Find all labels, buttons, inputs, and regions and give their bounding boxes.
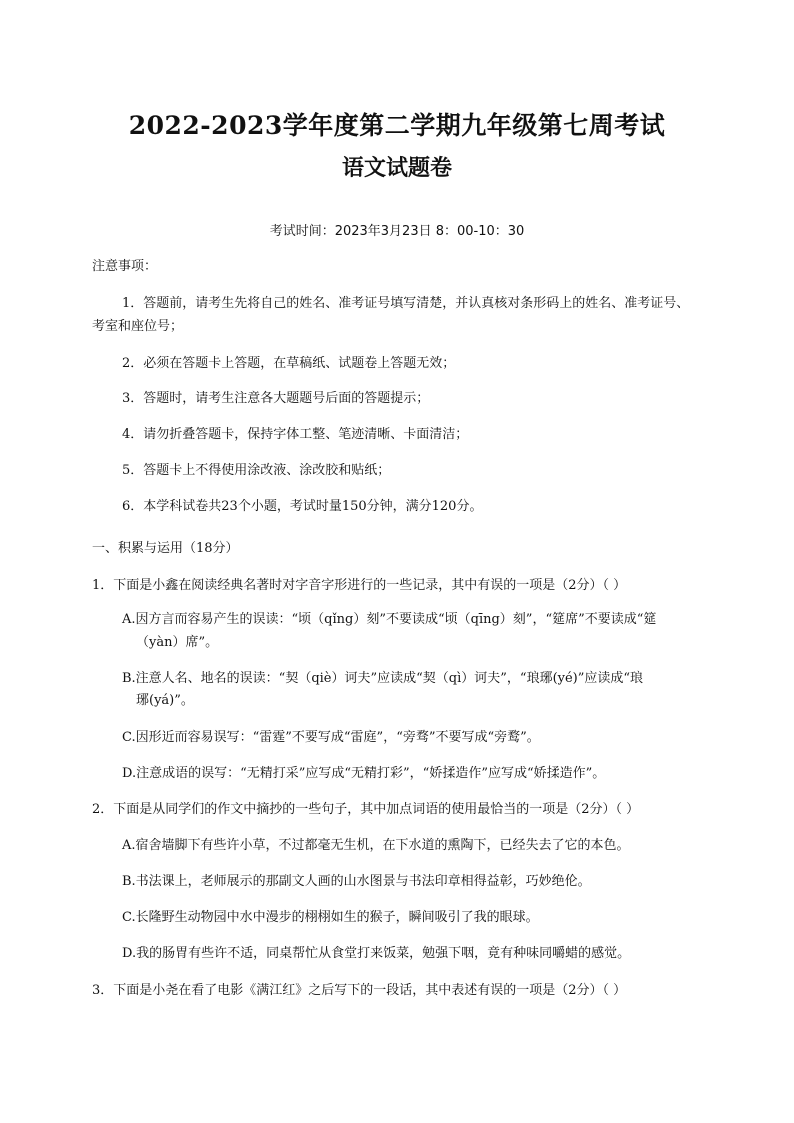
question-1-option-d: D.注意成语的误写：“无精打采”应写成“无精打彩”，“娇揉造作”应写成“娇揉造作”。 [122, 766, 606, 781]
exam-title: 2022-2023学年度第二学期九年级第七周考试 [128, 111, 666, 140]
question-2-option-d: D.我的肠胃有些许不适，同桌帮忙从食堂打来饭菜，勉强下咽，竟有种味同嚼蜡的感觉。 [122, 946, 631, 961]
notice-item-4: 4．请勿折叠答题卡，保持字体工整、笔迹清晰、卡面清洁； [122, 427, 469, 442]
question-1-option-c: C.因形近而容易误写：“雷霆”不要写成“雷庭”，“旁骛”不要写成“旁鹜”。 [122, 730, 540, 745]
question-1-option-a: A.因方言而容易产生的误读：“顷（qǐng）刻”不要读成“顷（qīng）刻”，“筵席”不要读成“筵 [122, 612, 657, 627]
exam-time: 考试时间：2023年3月23日 8：00-10：30 [269, 224, 525, 239]
notice-item-3: 3．答题时，请考生注意各大题题号后面的答题提示； [122, 391, 430, 406]
question-1-option-b: B.注意人名、地名的误读：“契（qiè）诃夫”应读成“契（qì）诃夫”，“琅琊(yé)”应读成“琅 [122, 671, 644, 686]
exam-subtitle: 语文试题卷 [341, 155, 452, 181]
notice-item-1-continued: 考室和座位号； [92, 319, 184, 334]
question-1-option-a-continued: （yàn）席”。 [136, 635, 219, 650]
question-2-option-b: B.书法课上，老师展示的那副文人画的山水图景与书法印章相得益彰，巧妙绝伦。 [122, 874, 591, 889]
notice-item-6: 6．本学科试卷共23个小题，考试时量150分钟，满分120分。 [122, 499, 483, 514]
question-1-stem: 1．下面是小鑫在阅读经典名著时对字音字形进行的一些记录，其中有误的一项是（2分）（ ） [92, 578, 627, 593]
notice-item-5: 5．答题卡上不得使用涂改液、涂改胶和贴纸； [122, 463, 391, 478]
notice-item-1: 1．答题前，请考生先将自己的姓名、准考证号填写清楚，并认真核对条形码上的姓名、准考证号、 [122, 296, 690, 311]
notice-item-2: 2．必须在答题卡上答题，在草稿纸、试题卷上答题无效； [122, 356, 456, 371]
question-2-stem: 2．下面是从同学们的作文中摘抄的一些句子，其中加点词语的使用最恰当的一项是（2分）（ ） [92, 802, 640, 817]
section-heading: 一、积累与运用（18分） [92, 541, 239, 556]
notice-heading: 注意事项： [92, 259, 158, 274]
question-2-option-a: A.宿舍墙脚下有些许小草，不过都毫无生机，在下水道的熏陶下，已经失去了它的本色。 [122, 838, 630, 853]
question-2-option-c: C.长隆野生动物园中水中漫步的栩栩如生的猴子，瞬间吸引了我的眼球。 [122, 910, 539, 925]
question-1-option-b-continued: 琊(yá)”。 [136, 693, 194, 708]
question-3-stem: 3．下面是小尧在看了电影《满江红》之后写下的一段话，其中表述有误的一项是（2分）（ ） [92, 983, 627, 998]
